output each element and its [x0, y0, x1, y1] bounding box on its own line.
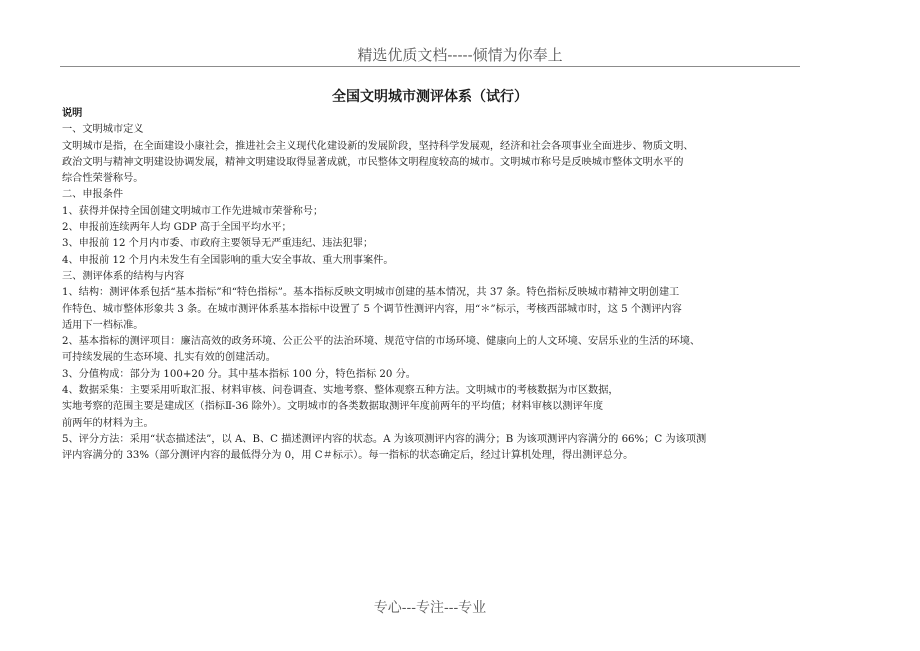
list-item: 2、申报前连续两年人均 GDP 高于全国平均水平； — [62, 222, 292, 234]
section-heading: 三、测评体系的结构与内容 — [62, 270, 185, 282]
section-heading: 二、申报条件 — [62, 189, 124, 201]
page-footer: 专心---专注---专业 — [373, 600, 487, 616]
document-body — [62, 106, 802, 465]
paragraph-line: 适用下一档标准。 — [62, 319, 144, 331]
paragraph-line: 评内容满分的 33%（部分测评内容的最低得分为 0，用 C＃标示）。每一指标的状态确定后，经过计算机处理，得出测评总分。 — [62, 450, 634, 462]
paragraph-line: 2、基本指标的测评项目：廉洁高效的政务环境、公正公平的法治环境、规范守信的市场环境、健康向上的人文环境、安居乐业的生活的环境、 — [62, 336, 701, 348]
header-divider — [60, 66, 800, 67]
list-item: 1、获得并保持全国创建文明城市工作先进城市荣誉称号； — [62, 205, 324, 217]
paragraph-line: 文明城市是指，在全面建设小康社会，推进社会主义现代化建设新的发展阶段，坚持科学发展观，经济和社会各项事业全面进步、物质文明、 — [62, 140, 694, 152]
paragraph-line: 5、评分方法：采用“状态描述法”，以 A、B、C 描述测评内容的状态。A 为该项测评内容的满分；B 为该项测评内容满分的 66%；C 为该项测 — [62, 433, 707, 445]
section-heading: 一、文明城市定义 — [62, 124, 144, 136]
paragraph-line: 可持续发展的生态环境、扎实有效的创建活动。 — [62, 352, 276, 364]
paragraph-line: 实地考察的范围主要是建成区（指标Ⅱ-36 除外）。文明城市的各类数据取测评年度前两年的平均值；材料审核以测评年度 — [62, 401, 604, 413]
paragraph-line: 4、数据采集：主要采用听取汇报、材料审核、问卷调查、实地考察、整体观察五种方法。文明城市的考核数据为市区数据， — [62, 385, 619, 397]
paragraph-line: 1、结构：测评体系包括“基本指标”和“特色指标”。基本指标反映文明城市创建的基本情况，共 37 条。特色指标反映城市精神文明创建工 — [62, 287, 680, 299]
paragraph-line: 政治文明与精神文明建设协调发展，精神文明建设取得显著成就，市民整体文明程度较高的城市。文明城市称号是反映城市整体文明水平的 — [62, 156, 684, 168]
paragraph-line: 综合性荣誉称号。 — [62, 173, 144, 185]
paragraph-line: 作特色、城市整体形象共 3 条。在城市测评体系基本指标中设置了 5 个调节性测评内容，用“＊”标示，考核西部城市时，这 5 个测评内容 — [62, 303, 682, 315]
list-item: 3、申报前 12 个月内市委、市政府主要领导无严重违纪、违法犯罪； — [62, 238, 374, 250]
list-item: 4、申报前 12 个月内未发生有全国影响的重大安全事故、重大刑事案件。 — [62, 254, 394, 266]
paragraph-line: 前两年的材料为主。 — [62, 417, 154, 429]
paragraph-line: 3、分值构成：部分为 100+20 分。其中基本指标 100 分，特色指标 20 分。 — [62, 368, 416, 380]
section-label: 说明 — [62, 108, 83, 119]
document-title: 全国文明城市测评体系（试行） — [332, 89, 528, 105]
page-header: 精选优质文档-----倾情为你奉上 — [357, 46, 563, 64]
